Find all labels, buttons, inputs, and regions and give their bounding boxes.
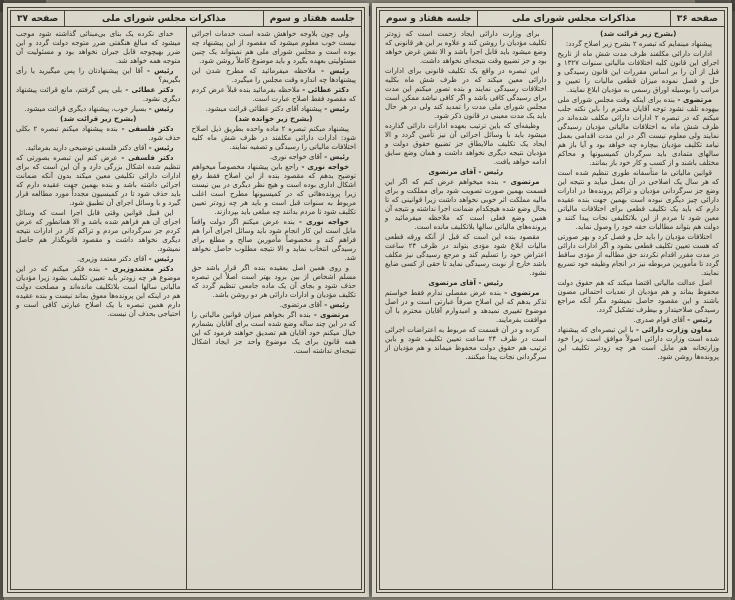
- page-36-column-right: [553, 27, 725, 589]
- speaker-name: رئیس -: [142, 67, 174, 75]
- speaker-paragraph: رئیس - آقای دکتر فلسفی توضیحی دارید بفرمائید.: [25, 144, 174, 152]
- page-37-inner-frame: [10, 10, 362, 590]
- speaker-paragraph: رئیس - آقای مرتضوی: [428, 168, 504, 176]
- speaker-paragraph: دکتر فلسفی - بنده پیشنهاد میکنم تبصره ۲ بکلی حذف شود.: [16, 125, 181, 142]
- paragraph: و روی همین اصل بعقیده بنده اگر قرار باشد حق مسلم اشخاص از بین برود بهتر است اصلاً این تبصره حذف شود و بجای آن یک ماده جامعی تنظیم گردد که تکلیف مؤدیان و ادارات دارائی هر دو روشن باشد.: [191, 264, 356, 299]
- page-37-column-right: [187, 27, 362, 589]
- speaker-name: رئیس -: [475, 168, 504, 176]
- page-37-page-number: صفحه ۳۷: [11, 11, 65, 26]
- paragraph: کرده و در آن قسمت که مربوط به اعتراضات اجرائی است در ظرف ۲۴ ساعت تعیین تکلیف شود و باین ترتیب هم حقوق دولت محفوظ میماند و هم مؤدیان از سرگردانی نجات پیدا میکنند.: [385, 326, 547, 361]
- page-37-title: مذاکرات مجلس شورای ملی: [65, 11, 263, 26]
- paragraph: (بشرح زیر قرائت شد): [600, 30, 677, 38]
- speaker-paragraph: رئیس - آقای مرتضوی.: [279, 301, 349, 309]
- speaker-name: دکتر عطائی -: [122, 86, 174, 94]
- speaker-paragraph: مرتضوی - بنده اگر بخواهم میزان قوانین مالیاتی را که در این چند ساله وضع شده است برای آقایان بشمارم خیال میکنم خود آقایان هم تصدیق خواهند فرمود که این همه قانون برای یک موضوع واحد جز ایجاد اشکال نتیجه‌ای نداشته است.: [191, 311, 356, 355]
- page-36-body: [380, 27, 724, 589]
- page-37: [3, 3, 369, 597]
- speaker-name: خواجه نوری -: [294, 218, 349, 226]
- speaker-paragraph: معاون وزارت دارائی - با این تبصره‌ای که پیشنهاد شده است وزارت دارائی اصولاً موافق است زیرا خود وزارتخانه هم مایل است هر چه زودتر تکلیف این پرونده‌ها روشن شود.: [557, 326, 719, 361]
- speaker-name: دکتر عطائی -: [299, 86, 350, 94]
- page-36-header: [380, 11, 724, 27]
- speaker-name: دکتر فلسفی -: [117, 154, 174, 162]
- page-37-body: [11, 27, 361, 589]
- paragraph: ولی چون بلاوجه خواهش شده است خدمات اجرائی نیست خوب معلوم میشود که مقصود از این پیشنهاد چه بوده است و مجلس شورای ملی هم نمیتواند یک چنین مسئولیتی بعهده بگیرد و باید موضوع کاملاً روشن شود.: [191, 30, 356, 65]
- paragraph: ادارات دارائی مکلفند ظرف مدت شش ماه از تاریخ اجرای این قانون کلیه اختلافات مالیاتی سنوات ۱۳۲۷ و قبل از آن را بر اساس مقررات این قانون رسیدگی و حل و فصل نموده میزان قطعی مالیات را تعیین و مراتب را بوسیله اوراق رسمی به مؤدیان ابلاغ نمایند.: [557, 50, 719, 94]
- speaker-paragraph: دکتر فلسفی - عرض کنم این تبصره بصورتی که تنظیم شده اشکال بزرگی دارد و آن این است که برای ادارات دارائی تکلیفی معین میکند بدون آنکه ضمانت اجرائی داشته باشد و بنده بهمین جهت عقیده دارم که باید حذف شود تا در کمیسیون مجدداً مورد مطالعه قرار گیرد و با وسائل اجرای آن تطبیق شود.: [16, 154, 181, 207]
- speaker-paragraph: مرتضوی - بنده عرض مفصلی ندارم فقط خواستم تذکر بدهم که این اصلاح صرفاً عبارتی است و در اصل موضوع تغییری نمیدهد و امیدوارم آقایان محترم با آن موافقت بفرمایند.: [385, 289, 547, 324]
- paragraph: مقصود بنده این است که قبل از آنکه ورقه قطعی مالیات ابلاغ شود مؤدی بتواند در ظرف ۲۴ ساعت اعتراض خود را تسلیم کند و مرجع رسیدگی نیز مکلف باشد خارج از نوبت رسیدگی نماید تا حقی از کسی ضایع نشود.: [385, 233, 547, 277]
- speaker-paragraph: رئیس - آقای دکتر معتمد وزیری.: [77, 255, 174, 263]
- paragraph: (بشرح زیر قرائت شد): [60, 115, 137, 123]
- paragraph: اختلافات مؤدیان را باید حل و فصل کرد و بهر صورتی که هست تعیین تکلیف قطعی بشود و اگر ادارات دارائی در مدت مقرر اقدام نکردند حق مطالبه از مؤدی ساقط گردد تا مأمورین مربوطه نیز در انجام وظیفه خود تسریع نمایند.: [557, 233, 719, 277]
- page-36-session: جلسه هفتاد و سوم: [380, 11, 478, 26]
- speaker-name: رئیس -: [321, 153, 349, 161]
- speaker-paragraph: رئیس - بسیار خوب، پیشنهاد دیگری قرائت میشود.: [24, 105, 174, 113]
- paragraph: این تبصره در واقع یک تکلیف قانونی برای ادارات دارائی معین میکند که در ظرف شش ماه بکلیه اختلافات رسیدگی نمایند و بنده تصور میکنم این مدت برای رسیدگی کافی باشد و اگر کافی نباشد ممکن است مجلس شورای ملی مدت را تمدید کند ولی در هر حال باید یک مدت معینی در قانون ذکر شود.: [385, 67, 547, 120]
- page-36-column-left: [380, 27, 553, 589]
- speaker-name: مرتضوی -: [674, 96, 712, 104]
- page-36-inner-frame: [379, 10, 725, 590]
- page-36: [372, 3, 732, 597]
- page-37-header: [11, 11, 361, 27]
- paragraph: وظیفه‌ای که باین ترتیب بعهده ادارات دارائی گذارده میشود باید با وسائل اجرائی آن نیز تأمین گردد و الا ایجاد یک تکلیف مالایطاق جز تضییع حقوق دولت و مؤدیان نتیجه دیگری نخواهد داشت و همان وضع سابق ادامه خواهد یافت.: [385, 122, 547, 166]
- paragraph: اصل عدالت مالیاتی اقتضا میکند که هم حقوق دولت محفوظ بماند و هم مؤدیان از تعدیات احتمالی مصون باشند و این مقصود حاصل نمیشود مگر آنکه مراجع رسیدگی صلاحیتدار و بیطرف تشکیل گردد.: [557, 279, 719, 314]
- paragraph: قوانین مالیاتی ما متأسفانه طوری تنظیم شده است که هر سال یک اصلاحی در آن بعمل میآید و نتیجه این وضع جز سرگردانی مؤدیان و تراکم پرونده‌ها در ادارات دارائی چیز دیگری نبوده است بهمین جهت بنده عقیده دارم که باید یک تکلیف قطعی برای اختلافات مالیاتی معین شود تا مردم از این بلاتکلیفی نجات پیدا کنند و دولت هم بتواند مطالبات حقه خود را وصول نماید.: [557, 169, 719, 231]
- speaker-paragraph: رئیس - پیشنهاد آقای دکتر عطائی قرائت میشود.: [205, 105, 349, 113]
- speaker-paragraph: رئیس - آقای قوام صدری.: [633, 316, 712, 324]
- speaker-name: رئیس -: [684, 316, 712, 324]
- speaker-name: رئیس -: [146, 255, 174, 263]
- speaker-paragraph: رئیس - آقای خواجه نوری.: [269, 153, 349, 161]
- speaker-name: رئیس -: [315, 67, 349, 75]
- page-36-page-number: صفحه ۳۶: [676, 14, 718, 24]
- speaker-name: مرتضوی -: [498, 178, 540, 186]
- speaker-name: دکتر معتمدوزیری -: [100, 265, 174, 273]
- page-37-column-left: [11, 27, 187, 589]
- speaker-paragraph: خواجه نوری - راجع باین پیشنهاد مخصوصاً میخواهم توضیح بدهم که مقصود بنده از این اصلاح فقط رفع اشکال اداری بوده است و هیچ نظر دیگری در بین نیست زیرا پرونده‌هائی که در کمیسیونها مطرح است اغلب مربوط به سنوات قبل است و باید هر چه زودتر تعیین تکلیف شود تا مردم بدانند چه مبلغی باید بپردازند.: [191, 163, 356, 216]
- speaker-paragraph: دکتر عطائی - بلی پس گرفتم، مانع قرائت پیشنهاد دیگری نشود.: [16, 86, 181, 103]
- paragraph: برای وزارت دارائی ایجاد زحمت است که زودتر تکلیف مؤدیان را روشن کند و علاوه بر این هر قانونی که وضع میشود باید قابل اجرا باشد و الا نقض غرض خواهد بود و جز تضییع وقت نتیجه‌ای نخواهد داشت.: [385, 30, 547, 65]
- paragraph: (بشرح زیر خوانده شد): [235, 115, 313, 123]
- page-37-session: جلسه هفتاد و سوم: [269, 14, 355, 24]
- paragraph: این قبیل قوانین وقتی قابل اجرا است که وسائل اجرای آن هم فراهم شده باشد و الا همانطور که عرض کردم جز سرگردانی مردم و تراکم کار در ادارات نتیجه دیگری نخواهد داشت و مقصود قانونگذار هم حاصل نمیشود.: [16, 209, 181, 253]
- speaker-paragraph: رئیس - آقای مرتضوی: [428, 279, 504, 287]
- paragraph: پیشنهاد مینمایم که تبصره ۲ بشرح زیر اصلاح گردد:: [565, 40, 712, 48]
- speaker-paragraph: رئیس - آقا این پیشنهادتان را پس میگیرید یا رأی بگیریم؟: [16, 67, 181, 84]
- page-37-outer-frame: [7, 7, 365, 593]
- speaker-name: رئیس -: [321, 301, 349, 309]
- speaker-paragraph: دکتر عطائی - ملاحظه بفرمائید بنده قبلاً عرض کردم که مقصود فقط اصلاح عبارت است.: [191, 86, 356, 103]
- speaker-name: معاون وزارت دارائی -: [633, 326, 712, 334]
- speaker-paragraph: مرتضوی - بنده برای اینکه وقت مجلس شورای ملی بیهوده تلف نشود توجه آقایان محترم را باین نکته جلب میکنم که در تبصره ۲ ادارات دارائی مکلف شده‌اند در ظرف شش ماه به اختلافات مالیاتی مؤدیان رسیدگی نمایند ولی معلوم نیست اگر در این مدت اقدامی بعمل نیامد تکلیف مؤدیان بیچاره چه خواهد بود و آیا باز هم سالهای متمادی باید سرگردان کمیسیونها و محاکم مختلف باشند و از کسب و کار خود باز بمانند.: [557, 96, 719, 167]
- speaker-name: رئیس -: [321, 105, 349, 113]
- speaker-name: رئیس -: [475, 279, 504, 287]
- speaker-paragraph: رئیس - ملاحظه میفرمائید که مطرح شدن این پیشنهادها چه اندازه وقت مجلس را میگیرد.: [191, 67, 356, 84]
- speaker-name: مرتضوی -: [310, 311, 349, 319]
- speaker-name: رئیس -: [146, 105, 174, 113]
- page-36-outer-frame: [376, 7, 728, 593]
- speaker-paragraph: خواجه نوری - بنده عرض میکنم اگر دولت واقعاً مایل است این کار انجام شود باید وسائل اجرای آنرا هم فراهم کند و مخصوصاً مأمورین صالح و مطلع برای رسیدگی انتخاب نماید و الا نتیجه مطلوب حاصل نخواهد شد.: [191, 218, 356, 262]
- speaker-name: رئیس -: [146, 144, 174, 152]
- speaker-name: مرتضوی -: [501, 289, 540, 297]
- paragraph: خدای نکرده یک بنای بی‌مبنائی گذاشته شود موجب میشود که مبالغ هنگفتی ضرر متوجه دولت گردد و این ضرر بهیچوجه قابل جبران نخواهد بود و مسئولیت آن متوجه همه خواهد شد.: [16, 30, 181, 65]
- paragraph: پیشنهاد میکنم تبصره ۲ ماده واحده بطریق ذیل اصلاح شود: ادارات دارائی مکلفند در ظرف شش ماه کلیه اختلافات مالیاتی را رسیدگی و تصفیه نمایند.: [191, 125, 356, 151]
- speaker-paragraph: دکتر معتمدوزیری - بنده فکر میکنم که در این موضوع هر چه زودتر باید تعیین تکلیف بشود زیرا مؤدیان مالیاتی سالها است بلاتکلیف مانده‌اند و مصلحت دولت هم در اینکه این پرونده‌ها معوق بماند نیست و بنده عقیده دارم همین تبصره با یک اصلاح عبارتی کافی است و احتیاجی بحذف آن نیست.: [16, 265, 181, 318]
- page-36-title: مذاکرات مجلس شورای ملی: [478, 11, 670, 26]
- speaker-name: خواجه نوری -: [298, 163, 349, 171]
- speaker-paragraph: مرتضوی - بنده میخواهم عرض کنم که اگر این قسمت بهمین صورت تصویب شود برای مملکت و برای مالیه مملکت اثر خوبی نخواهد داشت زیرا قوانینی که تا بحال وضع شده هیچکدام ضمانت اجرا نداشته و نتیجه آن همین وضع فعلی است که ملاحظه میفرمائید و پرونده‌های مالیاتی سالها بلاتکلیف مانده است.: [385, 178, 547, 231]
- speaker-name: دکتر فلسفی -: [117, 125, 174, 133]
